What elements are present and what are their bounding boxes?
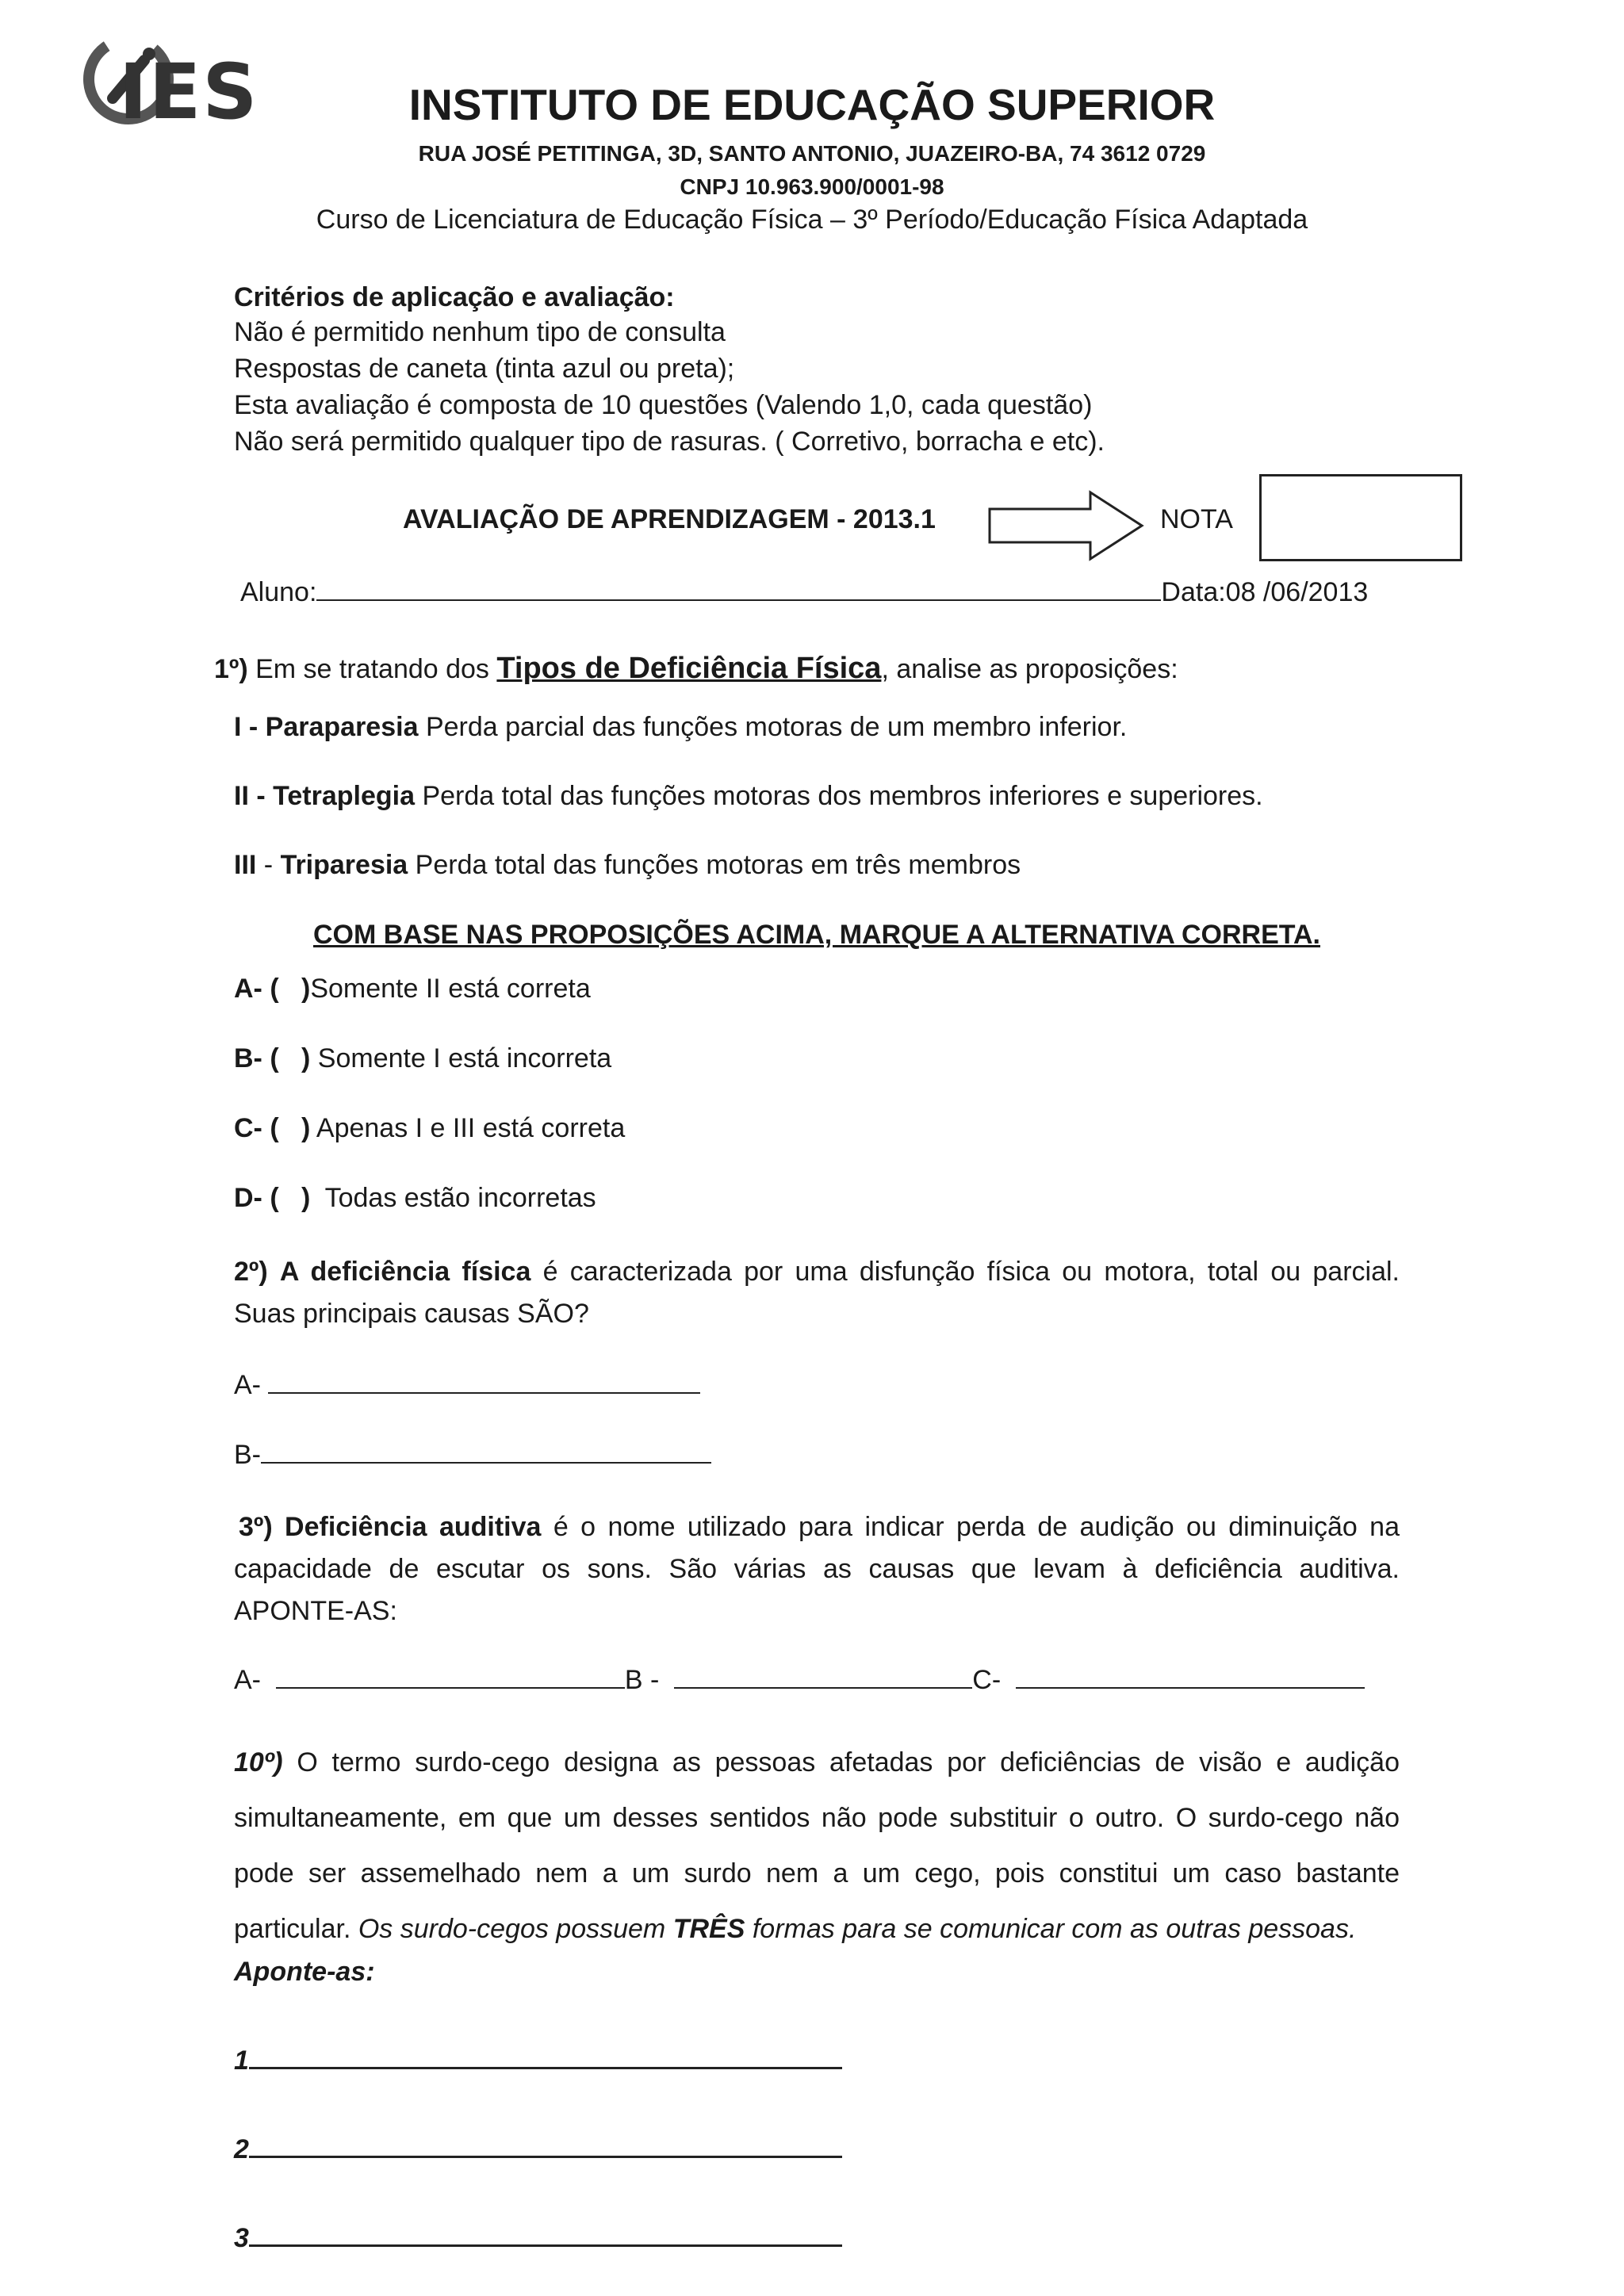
institution-title: INSTITUTO DE EDUCAÇÃO SUPERIOR bbox=[408, 80, 1216, 129]
answer-field[interactable] bbox=[276, 1687, 625, 1689]
option-letter: A- ( bbox=[234, 974, 279, 1004]
answer-row-b bbox=[234, 1440, 711, 1471]
institution-address: RUA JOSÉ PETITINGA, 3D, SANTO ANTONIO, JUAZEIRO-BA, 74 3612 0729 bbox=[418, 141, 1206, 166]
answer-row-1 bbox=[234, 2045, 842, 2076]
question-1-intro bbox=[214, 652, 1178, 686]
date-label: Data:08 /06/2013 bbox=[1161, 577, 1369, 607]
answer-row-a bbox=[234, 1370, 700, 1401]
answer-label: 2 bbox=[234, 2134, 249, 2164]
answer-row-abc bbox=[234, 1665, 1365, 1696]
option-b[interactable] bbox=[234, 1043, 611, 1074]
institution-cnpj: CNPJ 10.963.900/0001-98 bbox=[680, 174, 944, 199]
option-paren: ) bbox=[301, 1043, 311, 1073]
student-name-field[interactable] bbox=[316, 599, 1161, 601]
option-letter: C- ( bbox=[234, 1113, 279, 1143]
criteria-line: Não é permitido nenhum tipo de consulta bbox=[234, 317, 726, 347]
question-emphasis: TRÊS bbox=[672, 1914, 745, 1944]
option-text: Apenas I e III está correta bbox=[316, 1113, 626, 1143]
question-text: Os surdo-cegos possuem bbox=[358, 1914, 666, 1944]
option-a[interactable] bbox=[234, 974, 591, 1004]
answer-field[interactable] bbox=[1016, 1687, 1365, 1689]
grade-box[interactable] bbox=[1259, 474, 1462, 561]
course-line: Curso de Licenciatura de Educação Física – 3º Período/Educação Física Adaptada bbox=[316, 205, 1308, 235]
criteria-heading: Critérios de aplicação e avaliação: bbox=[234, 282, 675, 312]
criteria-line: Esta avaliação é composta de 10 questões (Valendo 1,0, cada questão) bbox=[234, 390, 1093, 420]
option-paren: ) bbox=[301, 1183, 311, 1213]
question-10 bbox=[234, 1735, 1400, 1957]
answer-label: A- bbox=[234, 1665, 261, 1695]
proposition-text: Perda total das funções motoras em três membros bbox=[415, 850, 1021, 880]
option-c[interactable] bbox=[234, 1113, 625, 1144]
answer-label: 1 bbox=[234, 2045, 249, 2076]
proposition-label: III bbox=[234, 850, 257, 880]
question-number: 3º) bbox=[239, 1512, 273, 1542]
answer-field[interactable] bbox=[261, 1462, 711, 1464]
answer-row-2 bbox=[234, 2134, 842, 2165]
question-topic: A deficiência física bbox=[279, 1257, 531, 1287]
answer-label: B - bbox=[624, 1665, 660, 1695]
proposition-2 bbox=[234, 781, 1263, 812]
criteria-line: Não será permitido qualquer tipo de rasuras. ( Corretivo, borracha e etc). bbox=[234, 427, 1105, 457]
proposition-label: I - Paraparesia bbox=[234, 712, 419, 742]
question-text: Em se tratando dos bbox=[255, 654, 489, 684]
proposition-3: III - Triparesia Perda total das funções motoras em três membros bbox=[234, 850, 1021, 880]
nota-label: NOTA bbox=[1160, 504, 1233, 534]
right-arrow-icon bbox=[987, 490, 1146, 561]
answer-row-3 bbox=[234, 2223, 842, 2254]
question-instruction: COM BASE NAS PROPOSIÇÕES ACIMA, MARQUE A ALTERNATIVA CORRETA. bbox=[313, 920, 1320, 950]
answer-field[interactable] bbox=[674, 1687, 972, 1689]
question-2 bbox=[234, 1251, 1400, 1335]
answer-label: A- bbox=[234, 1370, 261, 1400]
proposition-label: Triparesia bbox=[280, 850, 408, 880]
question-3 bbox=[234, 1506, 1400, 1632]
proposition-1 bbox=[234, 712, 1127, 743]
question-prompt: Aponte-as: bbox=[234, 1957, 375, 1987]
option-letter: D- ( bbox=[234, 1183, 279, 1213]
logo-text: IES bbox=[119, 48, 259, 136]
student-row bbox=[240, 577, 1368, 608]
question-text: O termo surdo-cego designa as pessoas afetadas por deficiências de visão e audição simultaneamente, em que um desses sentidos não pode substituir o outro. O surdo-cego não pode ser assemelhado nem a um surdo nem a um cego, pois constitui um caso bastante particular. bbox=[234, 1747, 1400, 1944]
question-text: é caracterizada por uma disfunção física ou motora, total ou parcial. Suas principais causas SÃO? bbox=[234, 1257, 1400, 1329]
option-paren: ) bbox=[301, 1113, 311, 1143]
question-number: 10º) bbox=[234, 1747, 283, 1777]
answer-label: C- bbox=[972, 1665, 1002, 1695]
student-label: Aluno: bbox=[240, 577, 317, 607]
question-topic: Deficiência auditiva bbox=[285, 1512, 542, 1542]
answer-field[interactable] bbox=[249, 2156, 842, 2158]
option-text: Somente II está correta bbox=[310, 974, 591, 1004]
proposition-text: Perda total das funções motoras dos membros inferiores e superiores. bbox=[422, 781, 1263, 811]
answer-field[interactable] bbox=[249, 2067, 842, 2069]
exam-title: AVALIAÇÃO DE APRENDIZAGEM - 2013.1 bbox=[403, 504, 936, 534]
answer-field[interactable] bbox=[268, 1392, 700, 1394]
option-letter: B- ( bbox=[234, 1043, 279, 1073]
question-topic: Tipos de Deficiência Física bbox=[496, 652, 882, 685]
proposition-label: II - Tetraplegia bbox=[234, 781, 415, 811]
option-d[interactable] bbox=[234, 1183, 596, 1214]
answer-field[interactable] bbox=[249, 2244, 842, 2247]
question-number: 2º) bbox=[234, 1257, 268, 1287]
question-text: formas para se comunicar com as outras pessoas. bbox=[752, 1914, 1357, 1944]
option-text: Somente I está incorreta bbox=[317, 1043, 612, 1073]
option-text: Todas estão incorretas bbox=[324, 1183, 596, 1213]
proposition-text: Perda parcial das funções motoras de um membro inferior. bbox=[425, 712, 1128, 742]
answer-label: B- bbox=[234, 1440, 261, 1470]
question-text: é o nome utilizado para indicar perda de audição ou diminuição na capacidade de escutar os sons. São várias as causas que levam à deficiência auditiva. APONTE-AS: bbox=[234, 1512, 1400, 1626]
question-text: , analise as proposições: bbox=[881, 654, 1178, 684]
criteria-line: Respostas de caneta (tinta azul ou preta); bbox=[234, 354, 735, 384]
answer-label: 3 bbox=[234, 2223, 249, 2253]
question-number: 1º) bbox=[214, 654, 248, 684]
option-paren: ) bbox=[301, 974, 311, 1004]
